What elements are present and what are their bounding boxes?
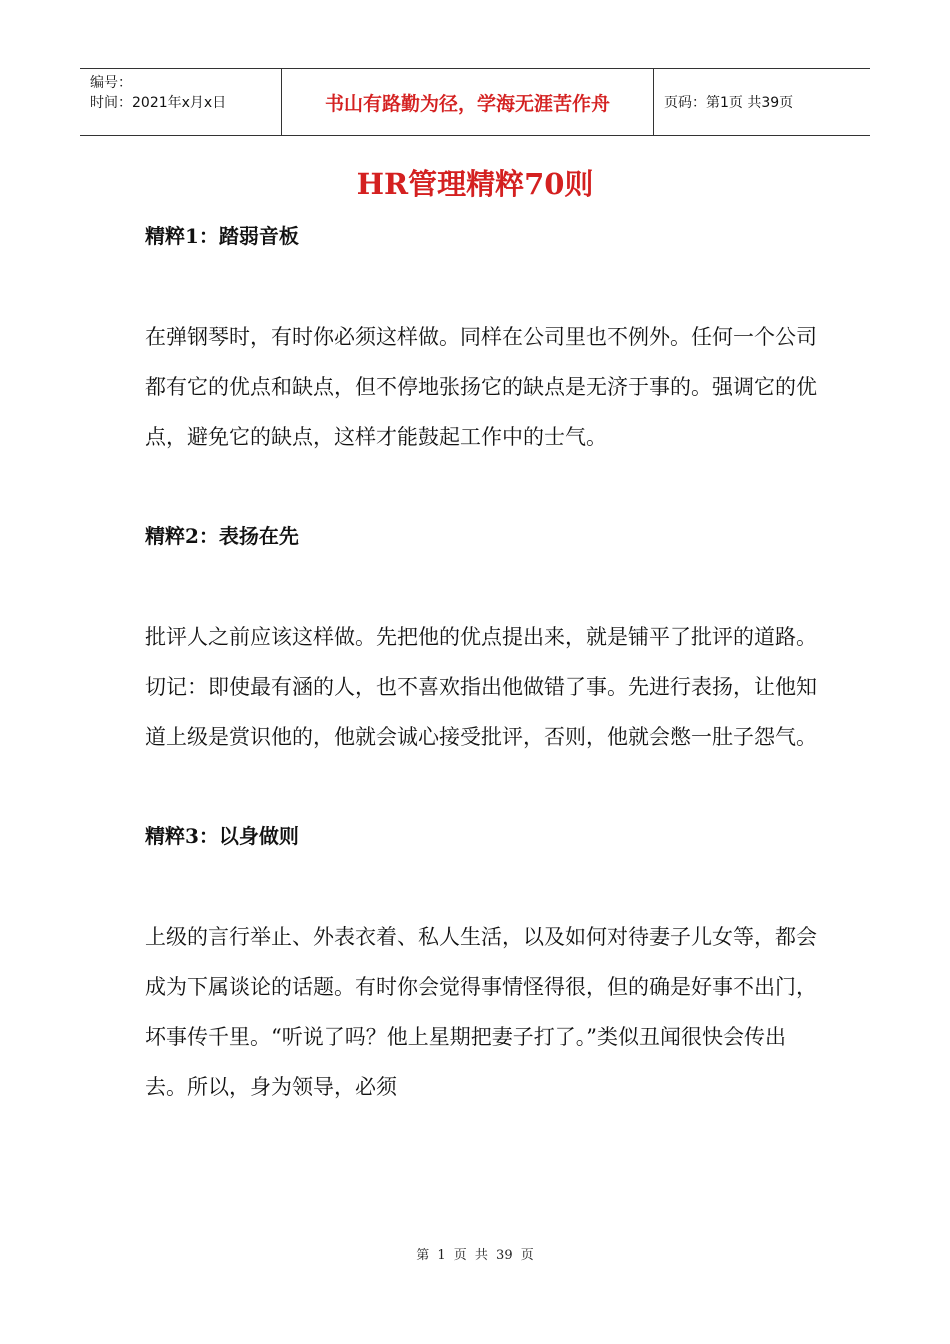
header-page-info: 页码：第1页 共39页	[664, 95, 794, 111]
section-heading-1: 精粹1：踏弱音板	[145, 224, 299, 248]
date-label: 时间：2021年x月x日	[90, 95, 227, 111]
section-body-2: 批评人之前应该这样做。先把他的优点提出来，就是铺平了批评的道路。切记：即使最有涵的人，也不喜欢指出他做错了事。先进行表扬，让他知道上级是赏识他的，他就会诚心接受批评，否则，他就会憋一肚子怨气。	[145, 625, 817, 749]
header-motto-cell	[282, 69, 654, 135]
document-body	[145, 218, 845, 1112]
document-header	[80, 68, 870, 136]
section-heading-2: 精粹2：表扬在先	[145, 524, 299, 548]
header-motto: 书山有路勤为径，学海无涯苦作舟	[324, 92, 610, 115]
document-title: HR管理精粹70则	[356, 167, 594, 201]
header-page-cell	[654, 69, 870, 135]
number-label: 编号：	[90, 75, 132, 91]
section-body-1: 在弹钢琴时，有时你必须这样做。同样在公司里也不例外。任何一个公司都有它的优点和缺点，但不停地张扬它的缺点是无济于事的。强调它的优点，避免它的缺点，这样才能鼓起工作中的士气。	[145, 325, 817, 449]
header-meta-cell	[80, 69, 282, 135]
page-footer: 第 1 页 共 39 页	[416, 1248, 534, 1263]
section-heading-3: 精粹3：以身做则	[145, 824, 299, 848]
section-body-3: 上级的言行举止、外表衣着、私人生活，以及如何对待妻子儿女等，都会成为下属谈论的话题。有时你会觉得事情怪得很，但的确是好事不出门，坏事传千里。“听说了吗？他上星期把妻子打了。”类似丑闻很快会传出去。所以，身为领导，必须	[145, 925, 817, 1099]
